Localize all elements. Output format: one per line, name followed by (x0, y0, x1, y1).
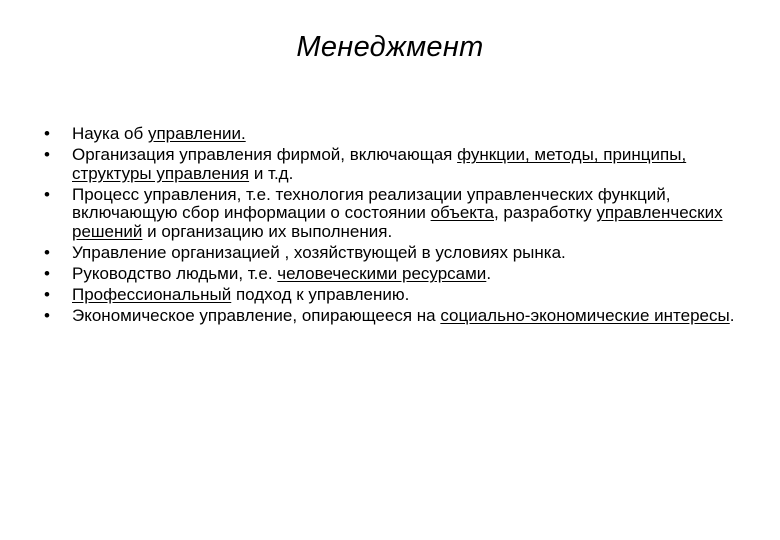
bullet-item (44, 244, 744, 263)
bullet-text: . (486, 264, 492, 284)
bullet-marker: • (44, 184, 50, 204)
bullet-text: Организация управления фирмой, включающая (72, 145, 458, 165)
bullet-marker: • (44, 124, 50, 143)
bullet-text: Наука об (72, 124, 148, 143)
underlined-term: Профессиональный (72, 285, 232, 305)
bullet-item (44, 146, 744, 183)
bullet-text: и т.д. (249, 163, 294, 183)
bullet-marker: • (44, 306, 50, 326)
underlined-term: социально-экономические интересы (440, 306, 730, 326)
bullet-text: Экономическое управление, опирающееся на (72, 306, 441, 326)
bullet-list (44, 125, 744, 328)
bullet-text: , разработку (493, 203, 597, 223)
bullet-text: Процесс управления, т.е. технология реализации управленческих функций, включающую сбор информации о состоянии (72, 184, 671, 223)
bullet-item (44, 286, 744, 305)
bullet-text: и организацию их выполнения. (142, 221, 393, 241)
bullet-text: Управление организацией , хозяйствующей в условиях рынка. (72, 243, 566, 263)
bullet-marker: • (44, 145, 50, 165)
bullet-text: подход к управлению. (231, 285, 410, 305)
bullet-marker: • (44, 264, 50, 284)
bullet-text: . (729, 306, 735, 326)
underlined-term: объекта (430, 203, 494, 223)
bullet-text: Руководство людьми, т.е. (72, 264, 278, 284)
bullet-item (44, 307, 744, 326)
underlined-term: функции, методы, принципы, структуры управления (72, 145, 687, 183)
bullet-marker: • (44, 243, 50, 263)
underlined-term: управленческих решений (72, 203, 723, 241)
bullet-item (44, 125, 744, 144)
underlined-term: человеческими ресурсами (277, 264, 487, 284)
underlined-term: управлении. (147, 124, 246, 143)
bullet-item (44, 186, 744, 242)
slide-title: Менеджмент (296, 31, 484, 63)
bullet-marker: • (44, 285, 50, 305)
bullet-item (44, 265, 744, 284)
